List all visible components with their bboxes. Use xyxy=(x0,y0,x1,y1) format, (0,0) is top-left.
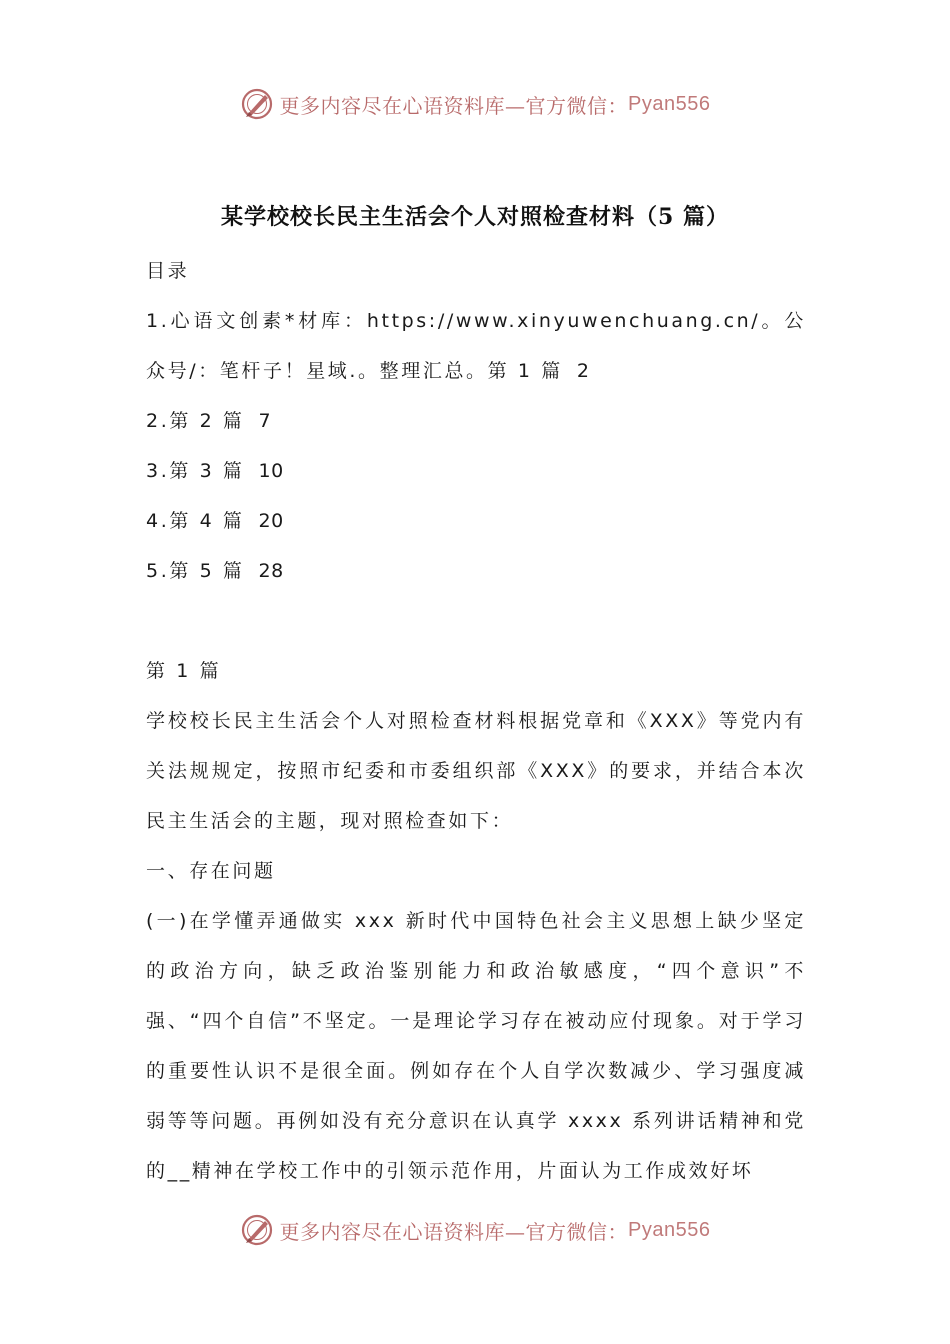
pen-nib-seal-icon xyxy=(240,1213,274,1247)
wechat-id: Pyan556 xyxy=(628,1218,711,1241)
toc-item-page: 20 xyxy=(258,510,284,532)
section-heading: 第 1 篇 xyxy=(146,660,222,682)
toc-item[interactable] xyxy=(146,546,806,596)
footer-watermark-banner xyxy=(0,1210,950,1250)
toc-heading: 目录 xyxy=(146,260,190,282)
document-body xyxy=(146,246,806,1196)
toc-item-page: 2 xyxy=(576,360,590,382)
toc-item-label: 2.第 2 篇 xyxy=(146,410,245,432)
toc-item[interactable] xyxy=(146,496,806,546)
toc-item[interactable] xyxy=(146,396,806,446)
header-watermark-banner xyxy=(0,84,950,124)
toc-item-label: 5.第 5 篇 xyxy=(146,560,245,582)
wechat-id: Pyan556 xyxy=(628,92,711,115)
toc-item-label: 4.第 4 篇 xyxy=(146,510,245,532)
intro-paragraph: 学校校长民主生活会个人对照检查材料根据党章和《XXX》等党内有关法规规定，按照市纪委和市委组织部《XXX》的要求，并结合本次民主生活会的主题，现对照检查如下： xyxy=(146,710,806,832)
problem-paragraph: (一)在学懂弄通做实 xxx 新时代中国特色社会主义思想上缺少坚定的政治方向，缺乏政治鉴别能力和政治敏感度，“四个意识”不强、“四个自信”不坚定。一是理论学习存在被动应付现象。对于学习的重要性认识不是很全面。例如存在个人自学次数减少、学习强度减弱等等问题。再例如没有充分意识在认真学 xxxx 系列讲话精神和党的__精神在学校工作中的引领示范作用，片面认为工作成效好坏 xyxy=(146,910,806,1182)
toc-item-label: 1.心语文创素*材库：https://www.xinyuwenchuang.cn/。公众号/：笔杆子！星域.。整理汇总。第 1 篇 xyxy=(146,310,806,382)
toc-item-page: 28 xyxy=(258,560,284,582)
spacer xyxy=(146,596,806,646)
pen-nib-seal-icon xyxy=(240,87,274,121)
banner-text: 更多内容尽在心语资料库—官方微信： xyxy=(279,1219,629,1244)
toc-item[interactable] xyxy=(146,296,806,396)
toc-item-page: 10 xyxy=(258,460,284,482)
toc-item[interactable] xyxy=(146,446,806,496)
banner-text: 更多内容尽在心语资料库—官方微信： xyxy=(279,93,629,118)
toc-item-page: 7 xyxy=(258,410,272,432)
toc-item-label: 3.第 3 篇 xyxy=(146,460,245,482)
problems-heading: 一、存在问题 xyxy=(146,860,276,882)
document-title: 某学校校长民主生活会个人对照检查材料（5 篇） xyxy=(221,204,729,230)
